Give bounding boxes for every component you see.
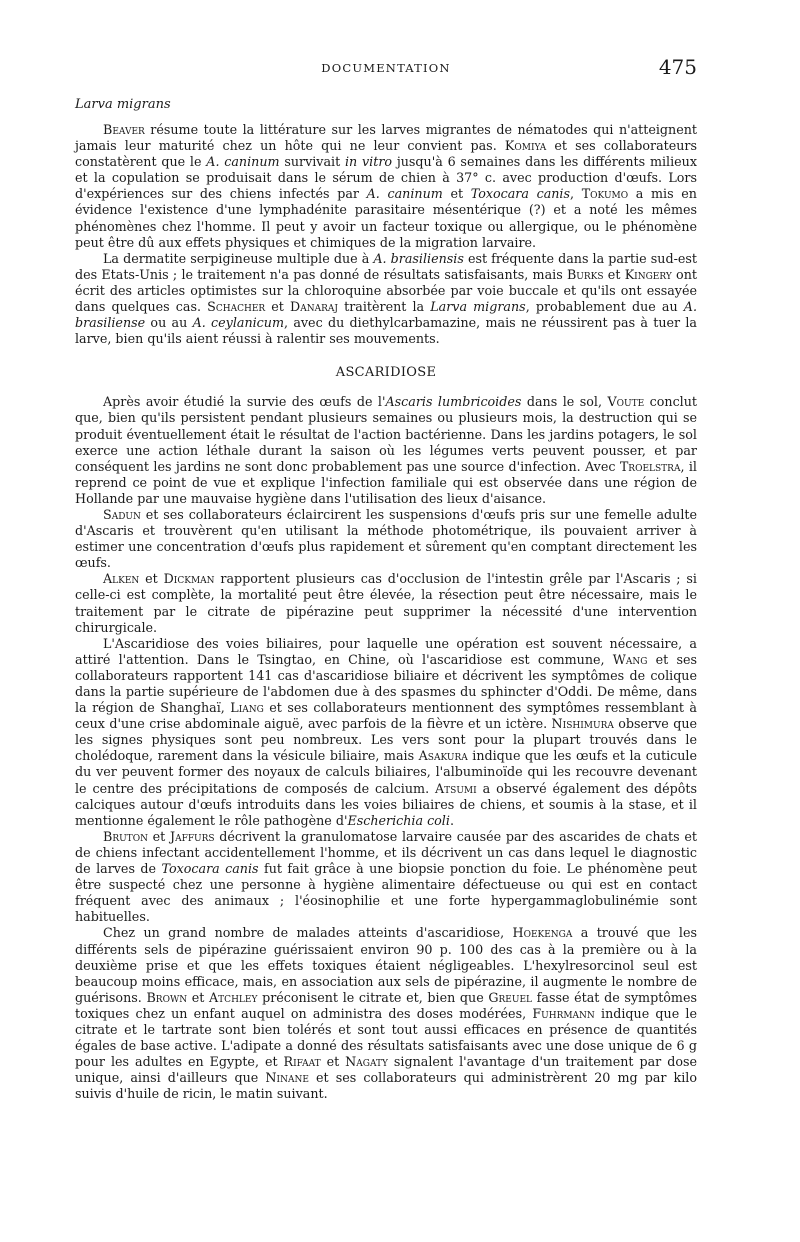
- author-name: Nishimura: [551, 716, 614, 732]
- italic-term: Toxocara canis: [470, 186, 570, 202]
- author-name: Greuel: [488, 989, 533, 1005]
- italic-term: A. brasiliensis: [373, 250, 464, 266]
- author-name: Alken: [103, 571, 140, 587]
- italic-term: Escherichia coli: [347, 812, 450, 828]
- paragraph: Bruton et Jaffurs décrivent la granulomatose larvaire causée par des ascarides de chats et de chiens infectant accidentellement l'homme, et ils décrivent un cas dans lequel le diagnostic de larves de Toxocara canis fut fait grâce à une biopsie ponction du foie. Le phénomène peut être suspecté chez une personne à hygiène alimentaire défectueuse ou qui est en contact fréquent avec des animaux ; l'éosinophilie et une forte hypergammaglobulinémie sont habituelles.: [75, 828, 698, 925]
- author-name: Schacher: [207, 299, 266, 315]
- author-name: Troelstra: [619, 458, 681, 474]
- paragraph: Beaver résume toute la littérature sur les larves migrantes de nématodes qui n'atteignent jamais leur maturité chez un hôte qui ne leur convient pas. Komiya et ses collaborateurs constatèrent que le A. caninum survivait in vitro jusqu'à 6 semaines dans les différents milieux et la copulation se produisait dans le sérum de chien à 37° c. avec production d'œufs. Lors d'expériences sur des chiens infectés par A. caninum et Toxocara canis, Tokumo a mis en évidence l'existence d'une lymphadénite parasitaire mésentérique (?) et a noté les mêmes phénomènes chez l'homme. Il peut y avoir un facteur toxique ou allergique, ou le phénomène peut être dû aux effets physiques et chimiques de la migration larvaire.: [75, 122, 697, 250]
- author-name: Wang: [612, 651, 648, 667]
- section-title-larva-migrans: Larva migrans: [75, 97, 171, 112]
- italic-term: Toxocara canis: [161, 861, 259, 877]
- italic-term: in vitro: [344, 154, 393, 170]
- italic-term: Ascaris lumbricoides: [385, 394, 522, 410]
- running-title: DOCUMENTATION: [321, 61, 451, 75]
- author-name: Beaver: [103, 122, 145, 137]
- author-name: Bruton: [103, 828, 148, 844]
- section-heading-ascaridiose: ASCARIDIOSE: [335, 365, 437, 381]
- paragraph: L'Ascaridiose des voies biliaires, pour laquelle une opération est souvent nécessaire, a attiré l'attention. Dans le Tsingtao, en Chine, où l'ascaridiose est commune, Wang et ses collaborateurs rapportent 141 cas d'ascaridiose biliaire et décrivent les symptômes de colique dans la partie supérieure de l'abdomen due à des spasmes du sphincter d'Oddi. De même, dans la région de Shanghaï, Liang et ses collaborateurs mentionnent des symptômes ressemblant à ceux d'une crise abdominale aiguë, avec parfois de la fièvre et un ictère. Nishimura observe que les signes physiques sont peu nombreux. Les vers sont pour la plupart trouvés dans le cholédoque, rarement dans la vésicule biliaire, mais Asakura indique que les œufs et la cuticule du ver peuvent former des noyaux de calculs biliaires, l'albuminoïde qui les recouvre devenant le centre des précipitations de composés de calcium. Atsumi a observé également des dépôts calciques autour d'œufs introduits dans les voies biliaires de chiens, et soumis à la stase, et il mentionne également le rôle pathogène d'Escherichia coli.: [75, 635, 698, 828]
- section-body-ascaridiose: [75, 394, 697, 1102]
- italic-term: A. brasiliense: [75, 299, 697, 331]
- document-page: [75, 55, 697, 1102]
- author-name: Atchley: [209, 989, 258, 1005]
- author-name: Burks: [566, 266, 604, 282]
- paragraph: Sadun et ses collaborateurs éclaircirent les suspensions d'œufs pris sur une femelle adulte d'Ascaris et trouvèrent qu'en utilisant la méthode photométrique, ils pouvaient arriver à estimer une concentration d'œufs plus rapidement et sûrement qu'en comptant directement les œufs.: [75, 506, 697, 571]
- author-name: Tokumo: [581, 186, 629, 202]
- page-header: [75, 55, 697, 83]
- author-name: Jaffurs: [169, 828, 215, 844]
- author-name: Rifaat: [283, 1054, 321, 1070]
- paragraph: Après avoir étudié la survie des œufs de l'Ascaris lumbricoides dans le sol, Voute conclut que, bien qu'ils persistent pendant plusieurs semaines ou plusieurs mois, la destruction qui se produit éventuellement était le résultat de l'action bactérienne. Dans les jardins potagers, le sol exerce une action léthale durant la saison où les légumes verts peuvent pousser, et par conséquent les jardins ne sont donc probablement pas une source d'infection. Avec Troelstra, il reprend ce point de vue et explique l'infection familiale qui est observée dans une région de Hollande par une mauvaise hygiène dans l'utilisation des lieux d'aisance.: [75, 394, 697, 506]
- italic-term: A. caninum: [206, 154, 280, 170]
- author-name: Brown: [146, 989, 188, 1005]
- author-name: Ninane: [265, 1070, 309, 1086]
- author-name: Kingery: [624, 266, 672, 282]
- paragraph: Alken et Dickman rapportent plusieurs cas d'occlusion de l'intestin grêle par l'Ascaris ; si celle-ci est complète, la mortalité peut être élevée, la résection peut être nécessaire, mais le traitement par le citrate de pipérazine peut supprimer la nécessité d'une intervention chirurgicale.: [75, 571, 697, 635]
- author-name: Hoekenga: [512, 925, 573, 941]
- author-name: Atsumi: [435, 780, 477, 796]
- paragraph: La dermatite serpigineuse multiple due à A. brasiliensis est fréquente dans la partie sud-est des Etats-Unis ; le traitement n'a pas donné de résultats satisfaisants, mais Burks et Kingery ont écrit des articles optimistes sur la chloroquine absorbée par voie buccale et qu'ils ont essayée dans quelques cas. Schacher et Danaraj traitèrent la Larva migrans, probablement due au A. brasiliense ou au A. ceylanicum, avec du diethylcarbamazine, mais ne réussirent pas à tuer la larve, bien qu'ils aient réussi à ralentir ses mouvements.: [75, 250, 697, 347]
- page-number: 475: [658, 55, 697, 79]
- italic-term: Larva migrans: [430, 299, 526, 315]
- italic-term: A. ceylanicum: [192, 315, 284, 331]
- author-name: Komiya: [504, 138, 547, 154]
- section-body-larva-migrans: [75, 122, 697, 347]
- paragraph: Chez un grand nombre de malades atteints d'ascaridiose, Hoekenga a trouvé que les différents sels de pipérazine guérissaient environ 90 p. 100 des cas à la première ou à la deuxième prise et que les effets toxiques étaient négligeables. L'hexylresorcinol seul est beaucoup moins efficace, mais, en association aux sels de pipérazine, il augmente le nombre de guérisons. Brown et Atchley préconisent le citrate et, bien que Greuel fasse état de symptômes toxiques chez un enfant auquel on administra des doses modérées, Fuhrmann indique que le citrate et le tartrate sont bien tolérés et sont tout aussi efficaces en présence de quantités égales de base active. L'adipate a donné des résultats satisfaisants avec une dose unique de 6 g pour les adultes en Egypte, et Rifaat et Nagaty signalent l'avantage d'un traitement par dose unique, ainsi d'ailleurs que Ninane et ses collaborateurs qui administrèrent 20 mg par kilo suivis d'huile de ricin, le matin suivant.: [75, 925, 697, 1102]
- author-name: Liang: [230, 700, 264, 716]
- author-name: Fuhrmann: [532, 1005, 595, 1021]
- author-name: Voute: [607, 394, 645, 410]
- author-name: Sadun: [103, 506, 141, 522]
- author-name: Nagaty: [345, 1054, 388, 1070]
- author-name: Danaraj: [290, 299, 338, 315]
- italic-term: A. caninum: [366, 186, 443, 202]
- author-name: Dickman: [163, 571, 215, 587]
- author-name: Asakura: [418, 748, 468, 764]
